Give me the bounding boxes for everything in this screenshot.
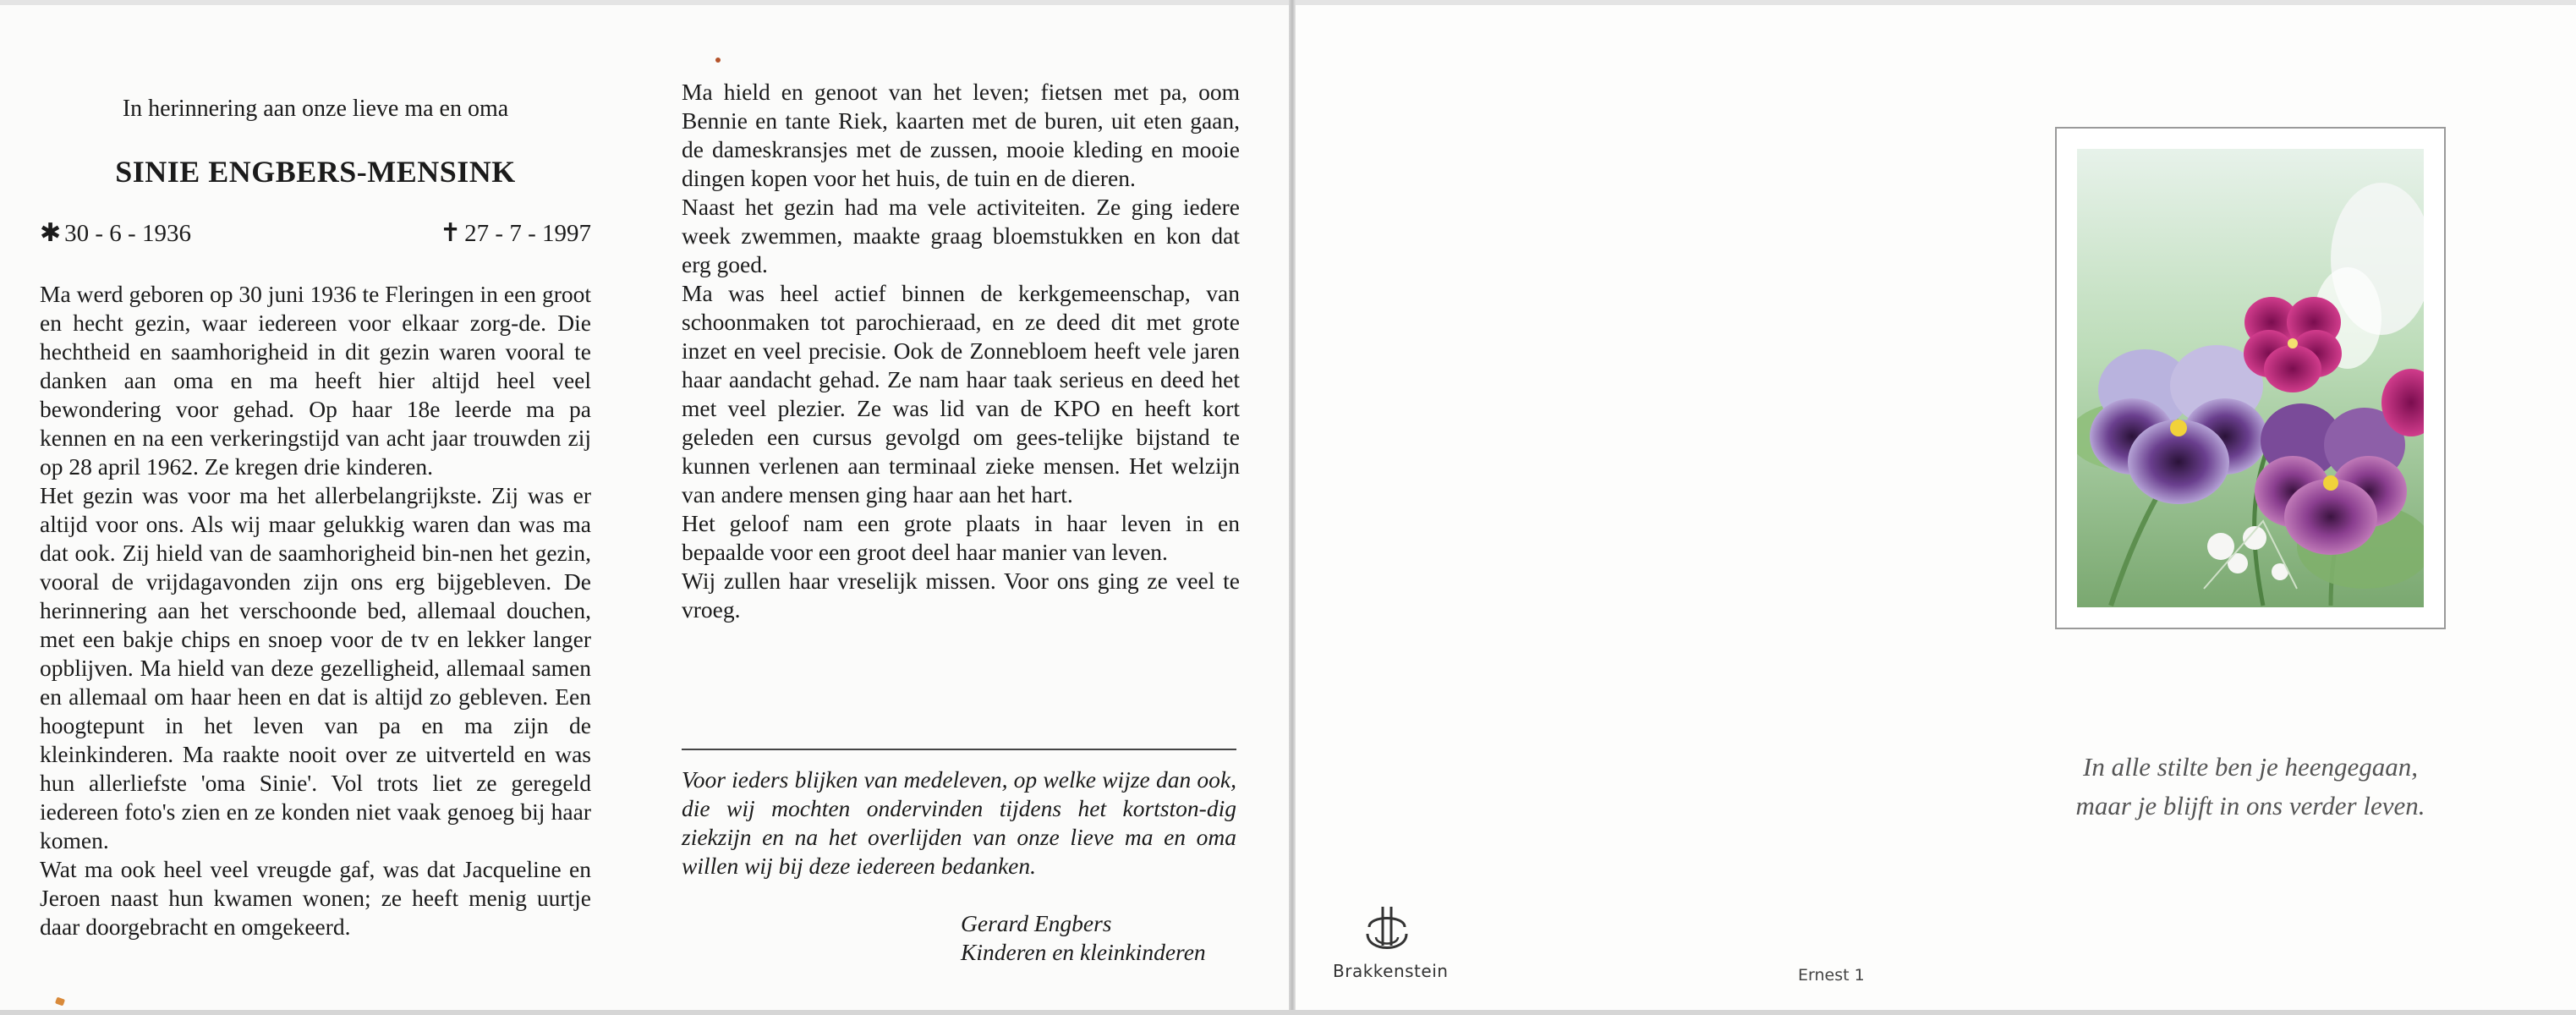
paragraph: Ma was heel actief binnen de kerkgemeenschap, van schoonmaken tot parochieraad, en ze deed dit met grote inzet en veel precisie. Ook de Zonnebloem heeft vele jaren haar aandacht gehad. Ze nam haar taak serieus en deed het met veel plezier. Ze was lid van de KPO en heeft kort geleden een cursus gevolgd om gees-telijke bijstand te kunnen verlenen aan terminaal zieke mensen. Het welzijn van andere mensen ging haar aan het hart. xyxy=(682,280,1240,508)
birth-date-text: 30 - 6 - 1936 xyxy=(64,220,191,247)
scan-edge xyxy=(0,1010,2576,1015)
intro-line: In herinnering aan onze lieve ma en oma xyxy=(122,96,509,122)
paragraph: Ma werd geboren op 30 juni 1936 te Fleringen in een groot en hecht gezin, waar iedereen voor elkaar zorg-de. Die hechtheid en saamhorigheid in dit gezin waren vooral te danken aan oma en ma heeft hier altijd heel veel bewondering voor gehad. Op haar 18e leerde ma pa kennen en na een verkeringstijd van acht jaar trouwden zij op 28 april 1962. Ze kregen drie kinderen. xyxy=(40,281,591,480)
card-code: Ernest 1 xyxy=(1798,966,1865,985)
paragraph: Naast het gezin had ma vele activiteiten. Ze ging iedere week zwemmen, maakte graag bloemstukken en kon dat erg goed. xyxy=(682,194,1240,277)
paragraph: Wat ma ook heel veel vreugde gaf, was dat Jacqueline en Jeroen naast hun kwamen wonen; ze heeft menig uurtje daar doorgebracht en omgekeerd. xyxy=(40,856,591,940)
signature-block xyxy=(961,909,1240,967)
deceased-name: SINIE ENGBERS-MENSINK xyxy=(115,155,516,189)
birth-date xyxy=(40,218,191,248)
divider xyxy=(682,749,1236,750)
biography-right xyxy=(682,78,1240,624)
biography-left xyxy=(40,280,591,941)
flower-illustration xyxy=(2077,149,2424,607)
publisher-name: Brakkenstein xyxy=(1333,961,1449,981)
card-fold xyxy=(1289,0,1296,1015)
paragraph: Ma hield en genoot van het leven; fietsen met pa, oom Bennie en tante Riek, kaarten met de buren, uit eten gaan, de dameskransjes met de zussen, mooie kleding en mooie dingen kopen voor het huis, de tuin en de dieren. xyxy=(682,79,1240,191)
paragraph: Het geloof nam een grote plaats in haar leven in en bepaalde voor een groot deel haar manier van leven. xyxy=(682,510,1240,565)
paragraph: Het gezin was voor ma het allerbelangrijkste. Zij was er altijd voor ons. Als wij maar gelukkig waren dan was ma dat ook. Zij hield van de saamhorigheid bin-nen het gezin, vooral de vrijdagavonden zijn ons erg bijgebleven. De herinnering aan het verschoonde bed, allemaal douchen, met een bakje chips en snoep voor de tv en lekker langer opblijven. Ma hield van deze gezelligheid, allemaal samen en allemaal om haar heen en dat is altijd zo gebleven. Een hoogtepunt in het leven van pa en ma zijn de kleinkinderen. Ma raakte nooit over ze uitverteld en was hun allerliefste 'oma Sinie'. Vol trots liet ze geregeld iedereen foto's zien en ze konden niet vaak genoeg bij haar komen. xyxy=(40,482,591,853)
signature-line-2: Kinderen en kleinkinderen xyxy=(961,939,1206,965)
verse-line-1: In alle stilte ben je heengegaan, xyxy=(2083,752,2418,782)
death-date xyxy=(440,218,591,248)
ink-speck xyxy=(715,58,721,63)
paragraph: Wij zullen haar vreselijk missen. Voor ons ging ze veel te vroeg. xyxy=(682,568,1240,623)
thank-you-note: Voor ieders blijken van medeleven, op welke wijze dan ook, die wij mochten ondervinden tijdens het kortston-dig ziekzijn en na het overlijden van onze lieve ma en oma willen wij bij deze iedereen bedanken. xyxy=(682,766,1236,879)
memorial-verse xyxy=(2006,748,2495,826)
signature-line-1: Gerard Engbers xyxy=(961,910,1112,936)
death-date-text: 27 - 7 - 1997 xyxy=(464,220,591,247)
birth-star-icon: ✱ xyxy=(40,219,62,247)
pansies-photo xyxy=(2077,149,2424,607)
verse-line-2: maar je blijft in ons verder leven. xyxy=(2075,791,2425,820)
brakkenstein-logo-icon xyxy=(1357,903,1417,954)
cross-icon: ✝ xyxy=(440,219,462,247)
photo-frame xyxy=(2055,127,2446,629)
